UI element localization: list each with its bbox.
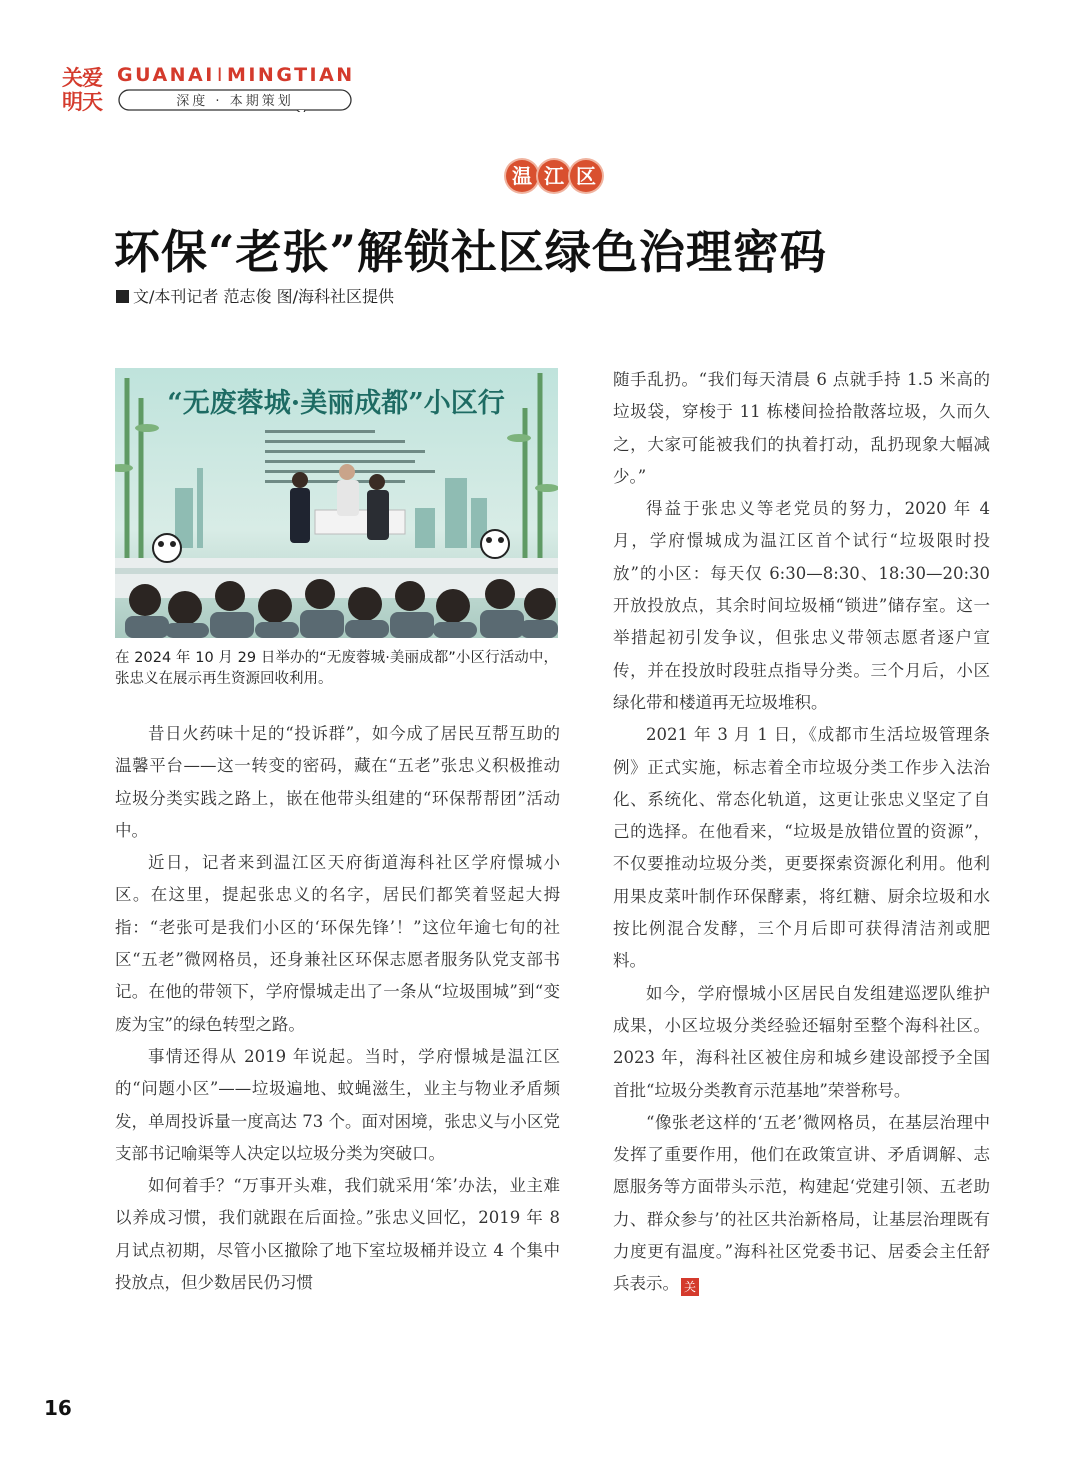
body-paragraph: 昔日火药味十足的“投诉群”，如今成了居民互帮互助的温馨平台——这一转变的密码，藏在“五老”张忠义积极推动垃圾分类实践之路上，嵌在他带头组建的“环保帮帮团”活动中。 xyxy=(115,724,560,840)
logo-line-2: 明天 xyxy=(62,90,102,114)
page-number: 16 xyxy=(44,1396,72,1420)
event-photo-illustration xyxy=(115,368,558,638)
body-paragraph: 2021 年 3 月 1 日，《成都市生活垃圾管理条例》正式实施，标志着全市垃圾分类工作步入法治化、系统化、常态化轨道，这更让张忠义坚定了自己的选择。在他看来，“垃圾是放错位置的资源”，不仅要推动垃圾分类，更要探索资源化利用。他利用果皮菜叶制作环保酵素，将红糖、厨余垃圾和水按比例混合发酵，三个月后即可获得清洁剂或肥料。 xyxy=(613,725,990,971)
article-body-right-column xyxy=(613,364,990,1301)
body-paragraph-continued: 随手乱扔。“我们每天清晨 6 点就手持 1.5 米高的垃圾袋，穿梭于 11 栋楼间捡拾散落垃圾，久而久之，大家可能被我们的执着打动，乱扔现象大幅减少。” xyxy=(613,370,990,486)
photo-caption: 在 2024 年 10 月 29 日举办的“无废蓉城·美丽成都”小区行活动中，张忠义在展示再生资源回收利用。 xyxy=(115,650,558,687)
brand-left: GUANAI xyxy=(117,64,215,86)
end-mark-icon: 关 xyxy=(681,1278,699,1296)
body-paragraph: 如今，学府憬城小区居民自发组建巡逻队维护成果，小区垃圾分类经验还辐射至整个海科社区。2023 年，海科社区被住房和城乡建设部授予全国首批“垃圾分类教育示范基地”荣誉称号。 xyxy=(613,983,990,1100)
magazine-logo xyxy=(62,66,106,116)
byline-square-icon xyxy=(116,290,129,303)
event-photo xyxy=(115,368,558,638)
section-label xyxy=(117,88,353,112)
district-char: 江 xyxy=(538,160,570,192)
district-badge xyxy=(506,160,602,198)
district-char: 区 xyxy=(570,160,602,192)
byline-text: 文/本刊记者 范志俊 图/海科社区提供 xyxy=(133,287,394,306)
body-paragraph: 近日，记者来到温江区天府街道海科社区学府憬城小区。在这里，提起张忠义的名字，居民们都笑着竖起大拇指：“老张可是我们小区的‘环保先锋’！”这位年逾七旬的社区“五老”微网格员，还身兼社区环保志愿者服务队党支部书记。在他的带领下，学府憬城走出了一条从“垃圾围城”到“变废为宝”的绿色转型之路。 xyxy=(115,853,560,1034)
article-title: 环保“老张”解锁社区绿色治理密码 xyxy=(114,225,827,279)
photo-banner-text: “无废蓉城·美丽成都”小区行 xyxy=(167,388,505,419)
body-paragraph-final xyxy=(613,1107,990,1301)
body-paragraph: 得益于张忠义等老党员的努力，2020 年 4 月，学府憬城成为温江区首个试行“垃圾限时投放”的小区：每天仅 6:30—8:30、18:30—20:30 开放投放点，其余时间垃圾桶“锁进”储存室。这一举措起初引发争议，但张忠义带领志愿者逐户宣传，并在投放时段驻点指导分类。三个月后，小区绿化带和楼道再无垃圾堆积。 xyxy=(613,499,990,712)
final-paragraph-text: “像张老这样的‘五老’微网格员，在基层治理中发挥了重要作用，他们在政策宣讲、矛盾调解、志愿服务等方面带头示范，构建起‘党建引领、五老助力、群众参与’的社区共治新格局，让基层治理既有力度更有温度。”海科社区党委书记、居委会主任舒兵表示。 xyxy=(613,1112,990,1294)
district-char: 温 xyxy=(506,160,538,192)
section-text: 深度 · 本期策划 xyxy=(176,94,294,109)
article-body-left-column xyxy=(115,718,560,1299)
brand-name xyxy=(117,64,355,86)
byline xyxy=(116,284,394,307)
body-paragraph: 如何着手？“万事开头难，我们就采用‘笨’办法，业主难以养成习惯，我们就跟在后面捡。”张忠义回忆，2019 年 8 月试点初期，尽管小区撤除了地下室垃圾桶并设立 4 个集中投放点，但少数居民仍习惯 xyxy=(115,1176,560,1293)
brand-right: MINGTIAN xyxy=(226,64,355,86)
brand-separator: I xyxy=(216,64,225,86)
logo-line-1: 关爱 xyxy=(62,66,102,90)
body-paragraph: 事情还得从 2019 年说起。当时，学府憬城是温江区的“问题小区”——垃圾遍地、蚊蝇滋生，业主与物业矛盾频发，单周投诉量一度高达 73 个。面对困境，张忠义与小区党支部书记喻渠等人决定以垃圾分类为突破口。 xyxy=(115,1046,560,1163)
